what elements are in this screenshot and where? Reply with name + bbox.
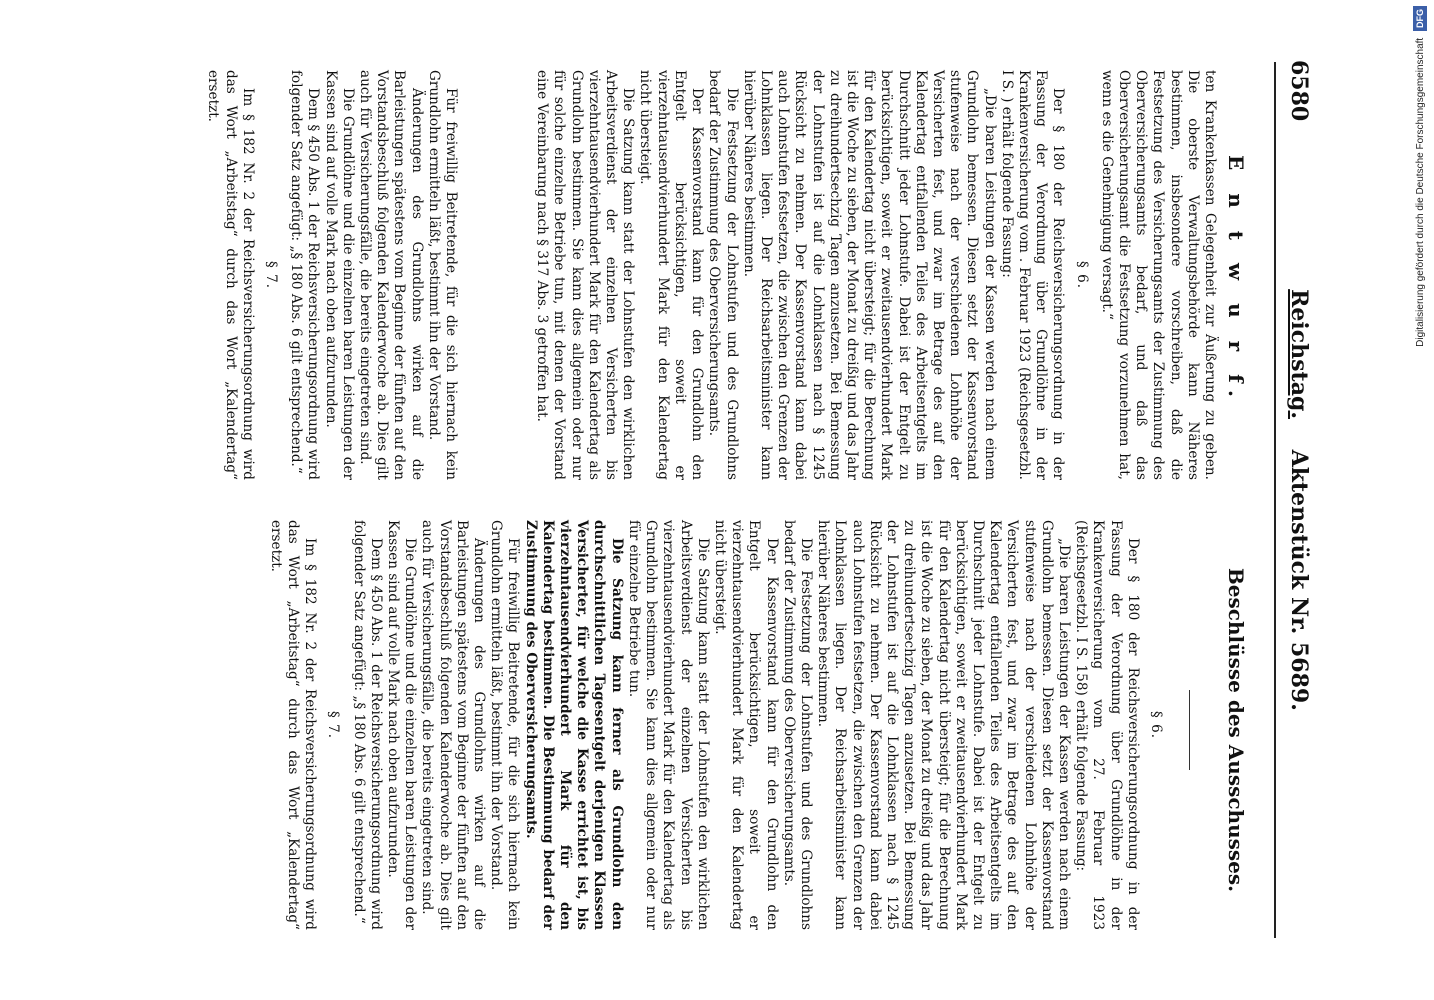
- page-number: 6580: [1286, 60, 1312, 122]
- heading-divider: [1189, 690, 1190, 770]
- right-paragraph-5b-bold: Die Satzung kann ferner als Grundlohn den durchschnittlichen Tagesentgelt derjenigen Klassen Versicherter, für welche die Kasse errichtet ist, bis vierzehntausendvierhundert Mark für den Kalendertag bestimmen. Die Bestimmung bedarf der Zustimmung des Oberversicherungsamts.: [522, 520, 625, 930]
- right-paragraph-5: Die Satzung kann statt der Lohnstufen den wirklichen Arbeitsverdienst der einzelnen Versicherten bis vierzehntausendvierhundert Mark für den Kalendertag als Grundlohn bestimmen. Sie kann dies allgemein oder nur für einzelne Betriebe tun.: [625, 520, 711, 930]
- right-paragraph-9: Dem § 450 Abs. 1 der Reichsversicherungsordnung wird folgender Satz angefügt: „§ 180 Abs. 6 gilt entsprechend.“: [350, 520, 384, 930]
- right-paragraph-8: Die Grundlöhne und die einzelnen baren Leistungen der Kassen sind auf volle Mark nach oben aufzurunden.: [385, 520, 419, 930]
- left-paragraph-4: Der Kassenvorstand kann für den Grundlohn den Entgelt berücksichtigen, soweit er vierzehntausendvierhundert Mark für den Kalendertag nicht übersteigt.: [637, 70, 706, 480]
- left-spacer: [459, 70, 533, 480]
- right-paragraph-1: Der § 180 der Reichsversicherungsordnung in der Fassung der Verordnung über Grundlöhne in der Krankenversicherung vom 27. Februar 1923 (Reichsgesetzbl. I S. 158) erhält folgende Fassung:: [1073, 520, 1141, 930]
- right-section-7: § 7.: [325, 710, 342, 740]
- right-paragraph-6: Für freiwillig Beitretende, für die sich hiernach kein Grundlohn ermitteln läßt, bestimmt ihn der Vorstand.: [488, 520, 522, 930]
- left-paragraph-1: Der § 180 der Reichsversicherungsordnung in der Fassung der Verordnung über Grundlöhne in der Krankenversicherung vom . Februar 1923 (Reichsgesetzbl. I S. ) erhält folgende Fassung:: [998, 70, 1067, 480]
- left-paragraph-9: Dem § 450 Abs. 1 der Reichsversicherungsordnung wird folgender Satz angefügt: „§ 180 Abs. 6 gilt entsprechend.“: [288, 70, 322, 480]
- right-column: [267, 520, 1172, 930]
- title-main: Aktenstück Nr. 5689.: [1286, 449, 1312, 711]
- right-paragraph-2: „Die baren Leistungen der Kassen werden nach einem Grundlohn bemessen. Diesen setzt der Kassenvorstand stufenweise nach der verschiedenen Lohnhöhe der Versicherten fest, und zwar im Betrage des auf den Kalendertag entfallenden Teiles des Arbeitsentgelts im Durchschnitt jeder Lohnstufe. Dabei ist der Entgelt zu berücksichtigen, soweit er zweitausendvierhundert Mark für den Kalendertag nicht übersteigt; für die Berechnung ist die Woche zu sieben, der Monat zu dreißig und das Jahr zu dreihundertsechzig Tagen anzusetzen. Bei Bemessung der Lohnstufen ist auf die Lohnklassen nach § 1245 Rücksicht zu nehmen. Der Kassenvorstand kann dabei auch Lohnstufen festsetzen, die zwischen den Grenzen der Lohnklassen liegen. Der Reichsarbeitsminister kann hierüber Näheres bestimmen.: [815, 520, 1072, 930]
- right-column-heading: Beschlüsse des Ausschusses.: [1224, 567, 1248, 893]
- left-paragraph-5: Die Satzung kann statt der Lohnstufen den wirklichen Arbeitsverdienst der einzelnen Versicherten bis vierzehntausendvierhundert Mark für den Kalendertag als Grundlohn bestimmen. Sie kann dies allgemein oder nur für solche einzelne Betriebe tun, mit denen der Vorstand eine Vereinbarung nach § 317 Abs. 3 getroffen hat.: [534, 70, 637, 480]
- digitization-credit: [1410, 6, 1432, 996]
- left-column-heading: E n t w u r f.: [1224, 155, 1248, 405]
- left-section-6: § 6.: [1073, 260, 1090, 290]
- left-paragraph-8: Die Grundlöhne und die einzelnen baren Leistungen der Kassen sind auf volle Mark nach oben aufzurunden.: [322, 70, 356, 480]
- digitization-credit-text: Digitalisierung gefördert durch die Deutsche Forschungsgemeinschaft: [1415, 37, 1426, 347]
- right-paragraph-4: Der Kassenvorstand kann für den Grundlohn den Entgelt berücksichtigen, soweit er vierzehntausendvierhundert Mark für den Kalendertag nicht übersteigt.: [711, 520, 780, 930]
- right-paragraph-10: Im § 182 Nr. 2 der Reichsversicherungsordnung wird das Wort „Arbeitstag“ durch das Wort „Kalendertag“ ersetzt.: [267, 520, 319, 930]
- title-prefix: Reichstag.: [1286, 289, 1312, 420]
- right-section-6: § 6.: [1148, 710, 1164, 740]
- left-paragraph-6: Für freiwillig Beitretende, für die sich hiernach kein Grundlohn ermitteln läßt, bestimmt ihn der Vorstand.: [425, 70, 460, 480]
- digitization-sidebar: [1410, 6, 1432, 996]
- left-intro-paragraph: ten Krankenkassen Gelegenheit zur Äußerung zu geben. Die oberste Verwaltungsbehörde kann Näheres bestimmen, insbesondere vorschreiben, daß die Festsetzung des Versicherungsamts der Zustimmung des Oberversicherungsamts bedarf, und daß das Oberversicherungsamt die Festsetzung vorzunehmen hat, wenn es die Genehmigung versagt.“: [1098, 70, 1218, 480]
- dfg-logo-icon: DFG: [1413, 6, 1427, 31]
- left-paragraph-10: Im § 182 Nr. 2 der Reichsversicherungsordnung wird das Wort „Arbeitstag“ durch das Wort „Kalendertag“ ersetzt.: [205, 70, 256, 480]
- left-paragraph-2: „Die baren Leistungen der Kassen werden nach einem Grundlohn bemessen. Diesen setzt der Kassenvorstand stufenweise nach der verschiedenen Lohnhöhe der Versicherten fest, und zwar im Betrage des auf den Kalendertag entfallenden Teiles des Arbeitsentgelts im Durchschnitt jeder Lohnstufe. Dabei ist der Entgelt zu berücksichtigen, soweit er zweitausendvierhundert Mark für den Kalendertag nicht übersteigt; für die Berechnung ist die Woche zu sieben, der Monat zu dreißig und das Jahr zu dreihundertsechzig Tagen anzusetzen. Bei Bemessung der Lohnstufen ist auf die Lohnklassen nach § 1245 Rücksicht zu nehmen. Der Kassenvorstand kann dabei auch Lohnstufen festsetzen, die zwischen den Grenzen der Lohnklassen liegen. Der Reichsarbeitsminister kann hierüber Näheres bestimmen.: [740, 70, 998, 480]
- left-paragraph-3: Die Festsetzung der Lohnstufen und des Grundlohns bedarf der Zustimmung des Oberversicherungsamts.: [706, 70, 740, 480]
- left-paragraph-7: Änderungen des Grundlohns wirken auf die Barleistungen spätestens vom Beginne der fünften auf den Vorstandsbeschluß folgenden Kalenderwoche ab. Dies gilt auch für Versicherungsfälle, die bereits eingetreten sind.: [357, 70, 425, 480]
- page-title: [1286, 60, 1312, 940]
- left-column: [204, 70, 1218, 480]
- right-paragraph-7: Änderungen des Grundlohns wirken auf die Barleistungen spätestens vom Beginne der fünften auf den Vorstandsbeschluß folgenden Kalenderwoche ab. Dies gilt auch für Versicherungsfälle, die bereits eingetreten sind.: [419, 520, 488, 930]
- page-header: [1280, 60, 1316, 940]
- left-section-7: § 7.: [263, 260, 280, 290]
- right-paragraph-3: Die Festsetzung der Lohnstufen und des Grundlohns bedarf der Zustimmung des Oberversicherungsamts.: [780, 520, 814, 930]
- header-rule: [1274, 62, 1276, 938]
